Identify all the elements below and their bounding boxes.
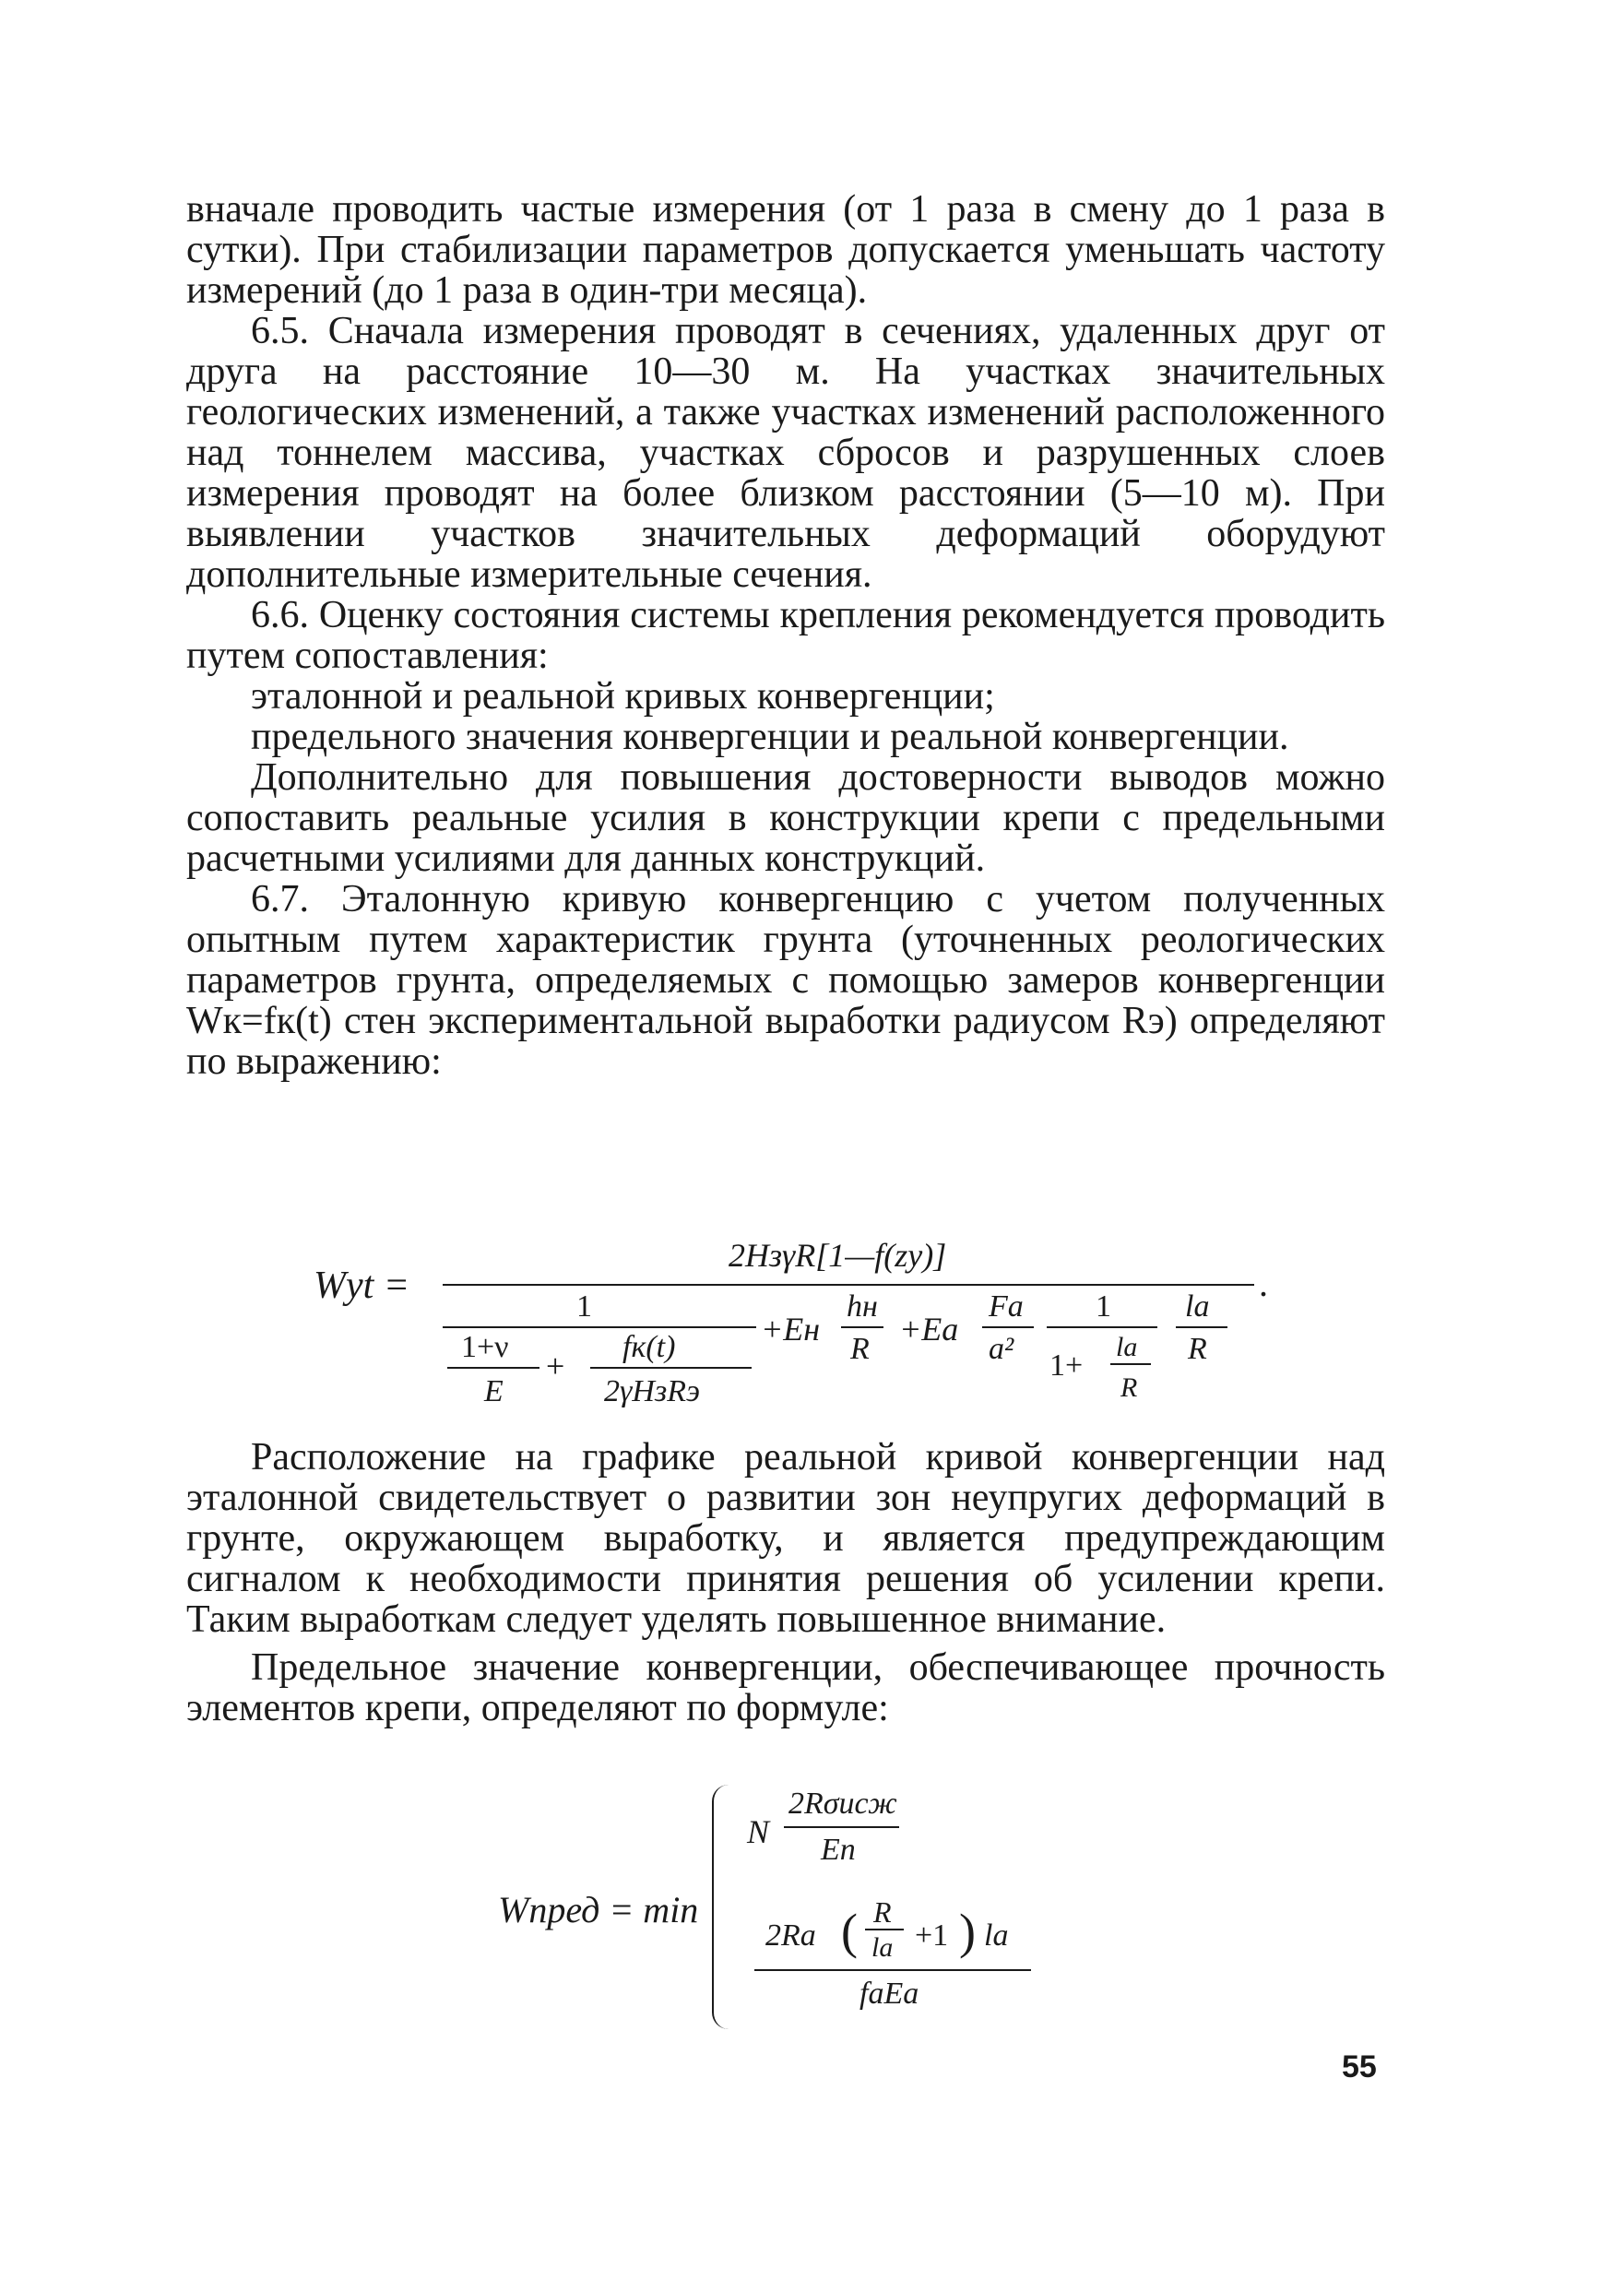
- paragraph-continuation: вначале проводить частые измерения (от 1 раза в смену до 1 раза в сутки). При стабилизации параметров допускается уменьшать частоту измерений (до 1 раза в один-три месяца).: [186, 188, 1385, 312]
- formula1-t1b-bar: [590, 1367, 752, 1369]
- formula1-t3-num: Fа: [989, 1289, 1024, 1324]
- formula1-t4-den-num: lа: [1116, 1332, 1138, 1362]
- list-item-limit-value: предельного значения конвергенции и реальной конвергенции.: [251, 716, 1289, 758]
- formula1-t1-bar: [443, 1326, 756, 1328]
- formula1-t1b-den: 2γHзRэ: [604, 1374, 700, 1408]
- formula2-row2-inner-den: lа: [871, 1932, 894, 1963]
- formula2-curly-brace: [712, 1785, 741, 2029]
- formula1-numerator: 2HзγR[1—f(zу)]: [729, 1237, 947, 1274]
- page-number: 55: [1342, 2049, 1377, 2084]
- formula1-t4-num: 1: [1096, 1289, 1111, 1324]
- body-text-bottom: [186, 1437, 1385, 1728]
- list-item-reference-curves: эталонной и реальной кривых конвергенции;: [251, 675, 995, 718]
- formula1-t3: +Eа: [899, 1311, 959, 1348]
- formula1-t5-num: lа: [1185, 1289, 1210, 1324]
- formula2-row2-num-c: lа: [984, 1918, 1009, 1953]
- formula2-row2-num-a: 2Rа: [765, 1918, 816, 1953]
- formula2-left-paren: (: [841, 1904, 858, 1959]
- formula1-t4-bar: [1047, 1326, 1157, 1328]
- formula1-t2-num: hн: [847, 1289, 878, 1324]
- body-text-top: [186, 189, 1385, 1082]
- formula2-row1-num: 2Rσисж: [788, 1787, 897, 1821]
- formula1-t4-den-den: R: [1120, 1372, 1138, 1403]
- formula1-t1-num: 1: [576, 1289, 592, 1324]
- formula1-t2-den: R: [850, 1332, 870, 1366]
- paragraph-limit-formula-intro: Предельное значение конвергенции, обеспечивающее прочность элементов крепи, определяют по формуле:: [186, 1646, 1385, 1729]
- formula1-t4-den-a: 1+: [1049, 1348, 1084, 1383]
- formula2-row1-den: Eп: [821, 1833, 856, 1867]
- formula-reference-convergence: [295, 1236, 1273, 1420]
- formula1-main-fraction-bar: [443, 1284, 1254, 1286]
- paragraph-6-5: 6.5. Сначала измерения проводят в сечениях, удаленных друг от друга на расстояние 10—30 м. На участках значительных геологических изменений, а также участках изменений расположенного над тоннелем массива, участках сбросов и разрушенных слоев измерения проводят на более близком расстоянии (5—10 м). При выявлении участков значительных деформаций оборудуют дополнительные измерительные сечения.: [186, 310, 1385, 596]
- formula1-lhs: Wуt =: [314, 1265, 410, 1307]
- formula1-t1a-num: 1+ν: [461, 1330, 509, 1364]
- paragraph-curve-position: Расположение на графике реальной кривой конвергенции над эталонной свидетельствует о развитии зон неупругих деформаций в грунте, окружающем выработку, и является предупреждающим сигналом к необходимости принятия решения об усилении крепи. Таким выработкам следует уделять повышенное внимание.: [186, 1436, 1385, 1641]
- formula1-t3-den: a²: [989, 1332, 1014, 1366]
- formula1-t1b-num: fк(t): [622, 1330, 676, 1364]
- formula2-row2-num-b: +1: [915, 1918, 949, 1953]
- formula2-row2-den: fаEа: [859, 1977, 919, 2011]
- paragraph-6-7: 6.7. Эталонную кривую конвергенцию с учетом полученных опытным путем характеристик грунта (уточненных реологических параметров грунта, определяемых с помощью замеров конвергенции Wк=fк(t) стен экспериментальной выработки радиусом Rэ) определяют по выражению:: [186, 878, 1385, 1083]
- formula1-end-dot: .: [1259, 1263, 1268, 1304]
- formula2-row2-inner-num: R: [873, 1895, 892, 1929]
- paragraph-6-6: 6.6. Оценку состояния системы крепления рекомендуется проводить путем сопоставления:: [186, 594, 1385, 677]
- formula2-row1-coef: N: [747, 1813, 770, 1850]
- formula2-right-paren: ): [959, 1904, 976, 1959]
- formula1-t5-bar: [1176, 1326, 1227, 1328]
- formula1-t5-den: R: [1188, 1332, 1207, 1366]
- formula2-row2-inner-bar: [865, 1929, 904, 1930]
- formula2-row2-bar: [754, 1969, 1031, 1971]
- formula1-t1-plus: +: [546, 1348, 565, 1384]
- formula2-lhs: Wпред = min: [498, 1889, 699, 1930]
- formula1-t4-inner-bar: [1110, 1363, 1151, 1365]
- formula-limit-convergence: [498, 1785, 1070, 2034]
- formula2-row1-bar: [784, 1826, 899, 1828]
- formula1-t1a-bar: [447, 1367, 539, 1369]
- formula1-t3-bar: [982, 1326, 1034, 1328]
- formula1-t2-bar: [841, 1326, 883, 1328]
- formula1-t1a-den: E: [484, 1374, 504, 1408]
- paragraph-additional: Дополнительно для повышения достоверности выводов можно сопоставить реальные усилия в конструкции крепи с предельными расчетными усилиями для данных конструкций.: [186, 756, 1385, 880]
- formula1-t2: +Eн: [761, 1311, 821, 1348]
